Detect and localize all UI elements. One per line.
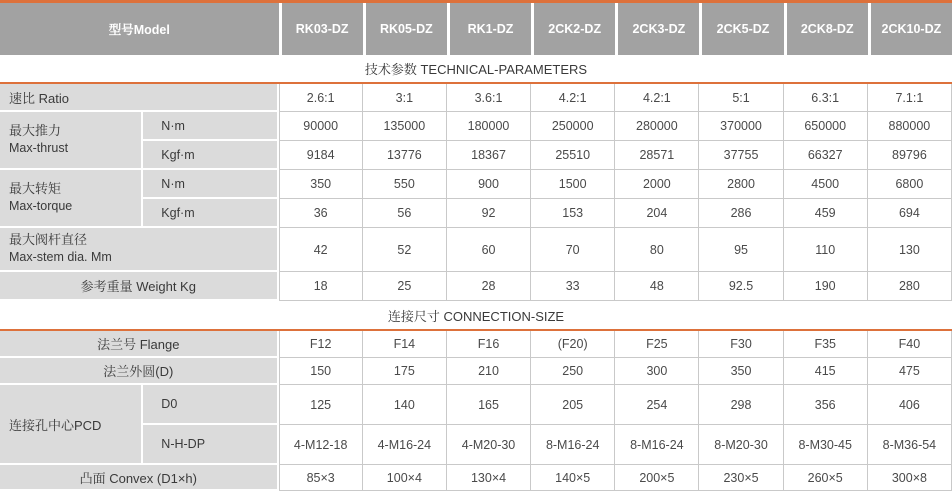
value-cell: 8-M16-24	[615, 425, 699, 465]
table-row-torque-nm	[0, 170, 952, 199]
spec-table	[0, 3, 952, 491]
value-cell: 280	[868, 272, 952, 301]
table-row-thrust-kgfm	[0, 141, 952, 170]
value-cell: 250000	[531, 112, 615, 141]
value-cell: 6.3:1	[784, 84, 868, 112]
value-cell: 25510	[531, 141, 615, 170]
model-column-header: RK1-DZ	[447, 3, 531, 55]
section-row	[0, 55, 952, 84]
value-cell: 1500	[531, 170, 615, 199]
value-cell: 900	[447, 170, 531, 199]
model-column-header: 2CK10-DZ	[868, 3, 952, 55]
section-row	[0, 301, 952, 331]
row-label-zh: 最大阀杆直径	[9, 232, 88, 248]
value-cell: 3.6:1	[447, 84, 531, 112]
unit-label: D0	[143, 385, 278, 425]
value-cell: 135000	[363, 112, 447, 141]
model-column-header: 2CK5-DZ	[699, 3, 783, 55]
value-cell: 7.1:1	[868, 84, 952, 112]
value-cell: F40	[868, 331, 952, 358]
row-label-en: Max-torque	[9, 199, 73, 214]
value-cell: 100×4	[363, 465, 447, 491]
value-cell: (F20)	[531, 331, 615, 358]
table-row-flange	[0, 331, 952, 358]
value-cell: 66327	[784, 141, 868, 170]
value-cell: 300×8	[868, 465, 952, 491]
value-cell: 37755	[699, 141, 783, 170]
row-label-ratio: 速比 Ratio	[0, 84, 279, 112]
value-cell: 370000	[699, 112, 783, 141]
value-cell: 13776	[363, 141, 447, 170]
unit-label: N·m	[143, 112, 278, 141]
value-cell: 92	[447, 199, 531, 228]
value-cell: 880000	[868, 112, 952, 141]
value-cell: 415	[784, 358, 868, 385]
value-cell: 4.2:1	[531, 84, 615, 112]
value-cell: 56	[363, 199, 447, 228]
value-cell: 140×5	[531, 465, 615, 491]
model-column-header: RK05-DZ	[363, 3, 447, 55]
value-cell: 350	[279, 170, 363, 199]
unit-label: Kgf·m	[143, 141, 278, 170]
value-cell: 5:1	[699, 84, 783, 112]
value-cell: 3:1	[363, 84, 447, 112]
value-cell: 125	[279, 385, 363, 425]
value-cell: 130	[868, 228, 952, 272]
model-header-cell: 型号Model	[0, 3, 279, 55]
value-cell: 254	[615, 385, 699, 425]
value-cell: F25	[615, 331, 699, 358]
value-cell: 85×3	[279, 465, 363, 491]
section-title-connection: 连接尺寸 CONNECTION-SIZE	[0, 301, 952, 331]
value-cell: 4-M16-24	[363, 425, 447, 465]
value-cell: 356	[784, 385, 868, 425]
table-row-pcd-d0	[0, 385, 952, 425]
value-cell: 6800	[868, 170, 952, 199]
value-cell: 4-M12-18	[279, 425, 363, 465]
value-cell: 90000	[279, 112, 363, 141]
value-cell: 70	[531, 228, 615, 272]
value-cell: 230×5	[699, 465, 783, 491]
table-row-ratio	[0, 84, 952, 112]
value-cell: 205	[531, 385, 615, 425]
value-cell: 80	[615, 228, 699, 272]
table-row-stem	[0, 228, 952, 272]
header-row	[0, 3, 952, 55]
value-cell: 190	[784, 272, 868, 301]
value-cell: 110	[784, 228, 868, 272]
value-cell: 8-M16-24	[531, 425, 615, 465]
row-label-flange-od: 法兰外圆(D)	[0, 358, 279, 385]
table-row-convex	[0, 465, 952, 491]
value-cell: 4-M20-30	[447, 425, 531, 465]
value-cell: 2800	[699, 170, 783, 199]
row-label-stem	[0, 228, 279, 272]
row-label-zh: 最大转矩	[9, 181, 62, 197]
unit-label: Kgf·m	[143, 199, 278, 228]
value-cell: 406	[868, 385, 952, 425]
value-cell: F30	[699, 331, 783, 358]
value-cell: 250	[531, 358, 615, 385]
row-label-en: Max-stem dia. Mm	[9, 250, 112, 265]
value-cell: 286	[699, 199, 783, 228]
value-cell: 475	[868, 358, 952, 385]
value-cell: 200×5	[615, 465, 699, 491]
table-row-weight	[0, 272, 952, 301]
row-label-torque	[0, 170, 143, 228]
row-label-weight: 参考重量 Weight Kg	[0, 272, 279, 301]
value-cell: F16	[447, 331, 531, 358]
section-title-technical: 技术参数 TECHNICAL-PARAMETERS	[0, 55, 952, 84]
value-cell: 60	[447, 228, 531, 272]
value-cell: 350	[699, 358, 783, 385]
unit-label: N·m	[143, 170, 278, 199]
value-cell: F14	[363, 331, 447, 358]
value-cell: 4500	[784, 170, 868, 199]
value-cell: 165	[447, 385, 531, 425]
value-cell: 4.2:1	[615, 84, 699, 112]
value-cell: F35	[784, 331, 868, 358]
value-cell: 140	[363, 385, 447, 425]
value-cell: 300	[615, 358, 699, 385]
value-cell: 92.5	[699, 272, 783, 301]
value-cell: 650000	[784, 112, 868, 141]
value-cell: 260×5	[784, 465, 868, 491]
value-cell: 42	[279, 228, 363, 272]
unit-label: N-H-DP	[143, 425, 278, 465]
value-cell: 280000	[615, 112, 699, 141]
table-row-thrust-nm	[0, 112, 952, 141]
value-cell: 25	[363, 272, 447, 301]
value-cell: 8-M36-54	[868, 425, 952, 465]
model-column-header: 2CK3-DZ	[615, 3, 699, 55]
value-cell: 204	[615, 199, 699, 228]
value-cell: 210	[447, 358, 531, 385]
value-cell: 130×4	[447, 465, 531, 491]
value-cell: 89796	[868, 141, 952, 170]
value-cell: 8-M30-45	[784, 425, 868, 465]
value-cell: 28	[447, 272, 531, 301]
value-cell: 298	[699, 385, 783, 425]
value-cell: 52	[363, 228, 447, 272]
value-cell: 18	[279, 272, 363, 301]
value-cell: 36	[279, 199, 363, 228]
value-cell: 2.6:1	[279, 84, 363, 112]
model-column-header: 2CK8-DZ	[784, 3, 868, 55]
row-label-en: Max-thrust	[9, 141, 69, 156]
value-cell: 175	[363, 358, 447, 385]
row-label-pcd: 连接孔中心PCD	[0, 385, 143, 465]
row-label-flange: 法兰号 Flange	[0, 331, 279, 358]
value-cell: F12	[279, 331, 363, 358]
row-label-zh: 最大推力	[9, 123, 62, 139]
table-row-torque-kgfm	[0, 199, 952, 228]
row-label-thrust	[0, 112, 143, 170]
value-cell: 694	[868, 199, 952, 228]
value-cell: 180000	[447, 112, 531, 141]
row-label-convex: 凸面 Convex (D1×h)	[0, 465, 279, 491]
value-cell: 550	[363, 170, 447, 199]
value-cell: 33	[531, 272, 615, 301]
table-row-flange-od	[0, 358, 952, 385]
table-row-pcd-nhdp	[0, 425, 952, 465]
model-column-header: 2CK2-DZ	[531, 3, 615, 55]
value-cell: 150	[279, 358, 363, 385]
value-cell: 8-M20-30	[699, 425, 783, 465]
model-column-header: RK03-DZ	[279, 3, 363, 55]
value-cell: 18367	[447, 141, 531, 170]
value-cell: 28571	[615, 141, 699, 170]
value-cell: 48	[615, 272, 699, 301]
value-cell: 2000	[615, 170, 699, 199]
value-cell: 95	[699, 228, 783, 272]
value-cell: 153	[531, 199, 615, 228]
value-cell: 9184	[279, 141, 363, 170]
value-cell: 459	[784, 199, 868, 228]
